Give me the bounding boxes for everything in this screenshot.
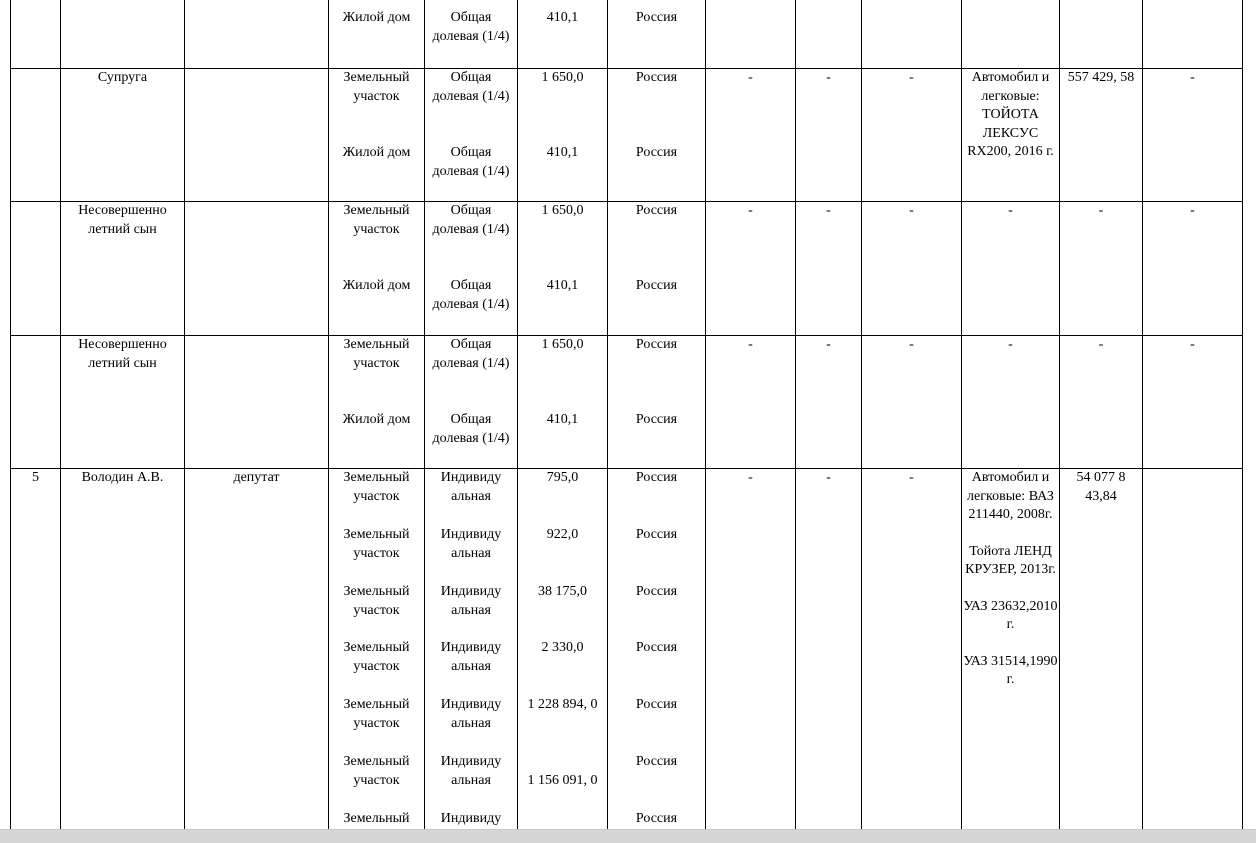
cell-use-type: - [706,202,796,336]
horizontal-scrollbar[interactable] [0,829,1256,843]
cell-ownership [425,69,518,202]
ownership-type: Индивиду альная [440,527,502,561]
cell-vehicles [962,69,1060,202]
cell-ownership [425,202,518,336]
ownership-type: Общая долевая (1/4) [432,145,510,179]
property-country: Россия [635,640,678,655]
cell-name: Супруга [61,69,185,202]
cell-num [11,336,61,469]
table-row [11,0,1243,69]
property-country: Россия [635,145,678,160]
property-country: Россия [635,527,678,542]
property-area: 410,1 [546,278,579,293]
vehicle-entry: Автомобил и легковые: ВАЗ 211440, 2008г. [967,470,1054,522]
ownership-type: Общая долевая (1/4) [432,10,510,44]
cell-country [608,469,706,833]
property-type: Земельный участок [343,697,410,731]
ownership-type: Общая долевая (1/4) [432,337,510,371]
cell-property-type [329,202,425,336]
cell-use-area: - [796,336,862,469]
cell-position [185,336,329,469]
property-country: Россия [635,203,678,218]
property-type: Земельный участок [343,337,410,371]
cell-property-type [329,469,425,833]
property-country: Россия [635,811,678,826]
vehicle-entry: - [1008,337,1013,352]
table-row [11,69,1243,202]
property-country: Россия [635,70,678,85]
cell-country [608,202,706,336]
cell-vehicles [962,202,1060,336]
property-area: 410,1 [546,10,579,25]
property-type: Земельный участок [343,203,410,237]
property-area: 1 650,0 [541,70,584,85]
property-country: Россия [635,754,678,769]
cell-area [518,69,608,202]
cell-source: - [1143,202,1243,336]
cell-num: 5 [11,469,61,833]
cell-use-area: - [796,69,862,202]
cell-vehicles [962,336,1060,469]
property-country: Россия [635,470,678,485]
property-country: Россия [635,10,678,25]
property-type: Земельный участок [343,470,410,504]
property-type: Земельный участок [343,584,410,618]
cell-position [185,0,329,69]
cell-source [1143,469,1243,833]
property-country: Россия [635,697,678,712]
property-type: Земельный участок [343,527,410,561]
cell-use-type: - [706,469,796,833]
cell-ownership [425,0,518,69]
cell-country [608,336,706,469]
cell-num [11,202,61,336]
cell-property-type [329,336,425,469]
cell-use-country: - [862,336,962,469]
property-area: 1 650,0 [541,337,584,352]
cell-area [518,0,608,69]
ownership-type: Индивиду альная [440,470,502,504]
property-type: Земельный участок [343,640,410,674]
table-row [11,336,1243,469]
property-country: Россия [635,584,678,599]
property-type: Земельный участок [343,70,410,104]
property-area: 795,0 [546,470,579,485]
cell-name: Несовершенно летний сын [61,202,185,336]
cell-use-type [706,0,796,69]
cell-use-type: - [706,336,796,469]
cell-use-area: - [796,202,862,336]
property-type: Жилой дом [342,145,411,160]
cell-source [1143,0,1243,69]
property-area: 1 650,0 [541,203,584,218]
cell-use-type: - [706,69,796,202]
property-area: 1 156 091, 0 [527,773,598,788]
cell-income: 54 077 8 43,84 [1060,469,1143,833]
vehicle-entry: Тойота ЛЕНД КРУЗЕР, 2013г. [965,543,1056,577]
property-type: Жилой дом [342,412,411,427]
vehicle-entry: Автомобил и легковые: ТОЙОТА ЛЕКСУС RX200, 2016 г. [967,70,1054,159]
cell-ownership [425,336,518,469]
property-area: 38 175,0 [538,584,587,599]
cell-name: Володин А.В. [61,469,185,833]
cell-use-area [796,0,862,69]
cell-num [11,0,61,69]
property-country: Россия [635,278,678,293]
vehicle-entry: УАЗ 23632,2010 г. [963,598,1058,632]
ownership-type: Индивиду альная [440,697,502,731]
property-country: Россия [635,412,678,427]
cell-name: Несовершенно летний сын [61,336,185,469]
property-country: Россия [635,337,678,352]
ownership-type: Индивиду альная [440,640,502,674]
cell-income: - [1060,336,1143,469]
cell-property-type [329,0,425,69]
cell-ownership [425,469,518,833]
ownership-type: Индивиду альная [440,754,502,788]
cell-income [1060,0,1143,69]
property-type: Жилой дом [342,278,411,293]
cell-position [185,202,329,336]
property-area: 922,0 [546,527,579,542]
cell-position [185,69,329,202]
ownership-type: Общая долевая (1/4) [432,70,510,104]
cell-name [61,0,185,69]
cell-use-country: - [862,69,962,202]
declaration-table [10,0,1243,833]
cell-country [608,0,706,69]
cell-use-country: - [862,202,962,336]
cell-source: - [1143,69,1243,202]
property-type: Земельный [343,811,410,826]
table-row [11,469,1243,833]
ownership-type: Индивиду альная [440,584,502,618]
table-row [11,202,1243,336]
cell-area [518,202,608,336]
ownership-type: Общая долевая (1/4) [432,203,510,237]
cell-income: - [1060,202,1143,336]
cell-use-area: - [796,469,862,833]
cell-num [11,69,61,202]
cell-source: - [1143,336,1243,469]
cell-position: депутат [185,469,329,833]
cell-vehicles [962,469,1060,833]
property-area: 410,1 [546,145,579,160]
ownership-type: Общая долевая (1/4) [432,412,510,446]
cell-area [518,469,608,833]
property-area: 410,1 [546,412,579,427]
cell-vehicles [962,0,1060,69]
vehicle-entry: УАЗ 31514,1990 г. [963,653,1058,687]
property-area: 1 228 894, 0 [527,697,598,712]
property-type: Земельный участок [343,754,410,788]
vehicle-entry: - [1008,203,1013,218]
cell-country [608,69,706,202]
cell-area [518,336,608,469]
ownership-type: Общая долевая (1/4) [432,278,510,312]
property-type: Жилой дом [342,10,411,25]
cell-use-country: - [862,469,962,833]
property-area: 2 330,0 [541,640,584,655]
cell-income: 557 429, 58 [1060,69,1143,202]
ownership-type: Индивиду [440,811,502,826]
cell-property-type [329,69,425,202]
cell-use-country [862,0,962,69]
